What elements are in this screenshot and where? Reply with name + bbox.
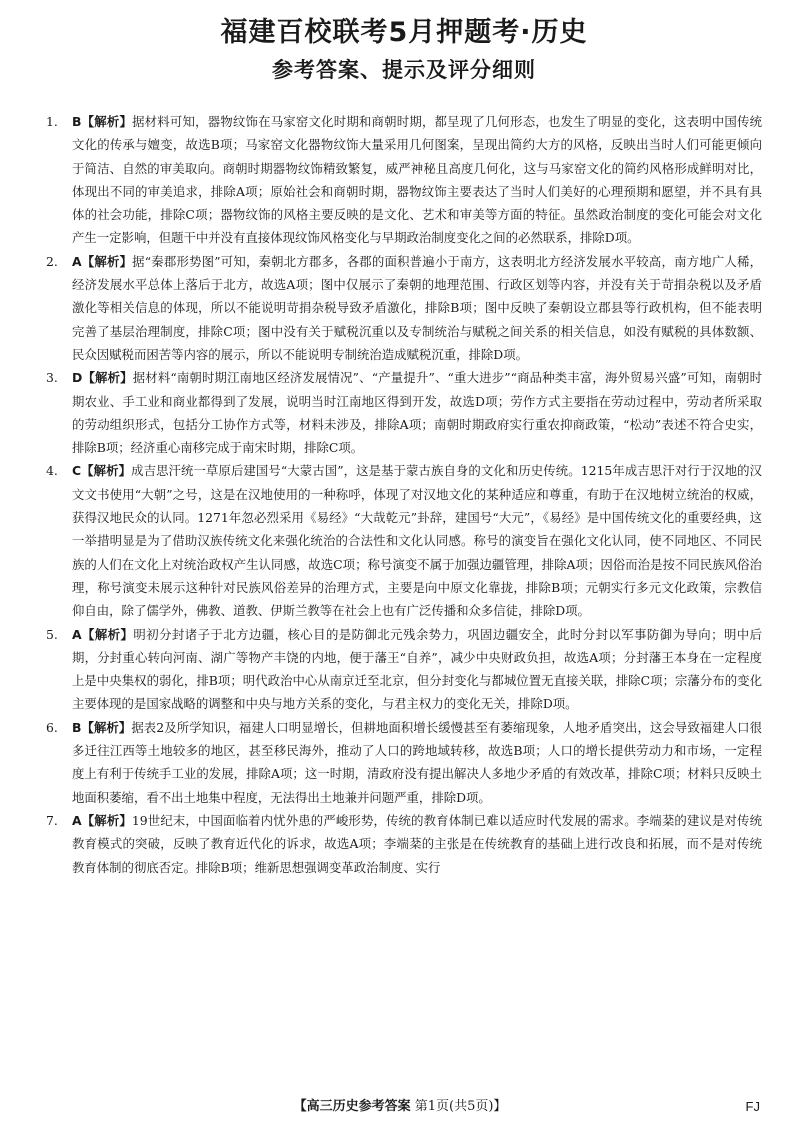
item-tag: 【解析】 <box>81 114 133 129</box>
item-text: 据表2及所学知识，福建人口明显增长，但耕地面积增长缓慢甚至有萎缩现象，人地矛盾突出，这会导致福建人口很多迁往江西等土地较多的地区，甚至移民海外，推动了人口的跨地域转移，故选B项；人口的增长提供劳动力和市场，一定程度上有利于传统手工业的发展，排除A项；这一时期，清政府没有提出解决人多地少矛盾的有效改革，排除C项；材料只反映土地面积萎缩，看不出土地集中程度，无法得出土地兼并问题严重，排除D项。 <box>72 719 762 805</box>
item-answer: B <box>72 719 82 735</box>
answer-item-5 <box>46 623 762 716</box>
footer-page-number: 第1页(共5页)】 <box>414 1099 507 1114</box>
answer-item-2 <box>46 250 762 366</box>
item-text: 成吉思汗统一草原后建国号“大蒙古国”，这是基于蒙古族自身的文化和历史传统。1215年成吉思汗对行于汉地的汉文文书使用“大朝”之号，这是在汉地使用的一种称呼，体现了对汉地文化的某种适应和尊重，有助于在汉地树立统治的权威，获得汉地民众的认同。1271年忽必烈采用《易经》“大哉乾元”卦辞，建国号“大元”，《易经》是中国传统文化的重要经典，这一举措明显是为了借助汉族传统文化来强化统治的合法性和文化认同感。称号的演变旨在强化文化认同，使不同地区、不同民族的人们在文化上对统治政权产生认同感，故选C项；称号演变不属于加强边疆管理，排除A项；因俗而治是按不同民族风俗治理，称号演变未展示这种针对民族风俗差异的治理方式，主要是向中原文化靠拢，排除B项；元朝实行多元文化政策，宗教信仰自由，除了儒学外，佛教、道教、伊斯兰教等在社会上也有广泛传播和众多信徒，排除D项。 <box>72 463 763 619</box>
item-number: 5. <box>46 626 58 642</box>
item-number: 6. <box>46 719 58 735</box>
answer-item-7 <box>46 809 762 879</box>
answer-item-6 <box>46 716 762 809</box>
answer-item-4 <box>46 459 762 622</box>
item-text: 明初分封诸子于北方边疆，核心目的是防御北元残余势力，巩固边疆安全，此时分封以军事防御为导向；明中后期，分封重心转向河南、湖广等物产丰饶的内地，便于藩王“自养”，减少中央财政负担，故选A项；分封藩王本身在一定程度上是中央集权的弱化，排B项；明代政治中心从南京迁至北京，但分封变化与都城位置无直接关联，排除C项；宗藩分布的变化主要体现的是国家战略的调整和中央与地方关系的变化，与君主权力的变化无关，排除D项。 <box>72 626 763 712</box>
item-answer: A <box>72 626 82 642</box>
item-text: 据“秦郡形势图”可知，秦朝北方郡多，各郡的面积普遍小于南方，这表明北方经济发展水平较高，南方地广人稀，经济发展水平总体上落后于北方，故选A项；图中仅展示了秦朝的地理范围、行政区划等内容，并没有关于苛捐杂税以及矛盾激化等相关信息的体现，所以不能说明苛捐杂税导致矛盾激化，排除B项；图中反映了秦朝设立郡县等行政机构，但不能表明完善了基层治理制度，排除C项；图中没有关于赋税沉重以及专制统治与赋税之间关系的相关信息，如没有赋税的具体数额、民众因赋税而困苦等内容的展示，所以不能说明专制统治造成赋税沉重，排除D项。 <box>72 253 763 362</box>
answer-item-1 <box>46 110 762 250</box>
page-subtitle: 参考答案、提示及评分细则 <box>272 58 536 82</box>
item-tag: 【解析】 <box>81 463 132 479</box>
item-tag: 【解析】 <box>81 626 134 642</box>
item-number: 4. <box>46 463 58 479</box>
item-answer: C <box>72 463 82 479</box>
footer-title: 【高三历史参考答案 <box>293 1099 411 1114</box>
item-text: 19世纪末，中国面临着内忧外患的严峻形势，传统的教育体制已难以适应时代发展的需求。李端棻的建议是对传统教育模式的突破，反映了教育近代化的诉求，故选A项；李端棻的主张是在传统教育的基础上进行改良和拓展，而不是对传统教育体制的彻底否定。排除B项；维新思想强调变革政治制度、实行 <box>72 812 762 875</box>
footer-region-code: FJ <box>745 1099 760 1114</box>
item-text: 据材料“南朝时期江南地区经济发展情况”、“产量提升”、“重大进步”“商品种类丰富，海外贸易兴盛”可知，南朝时期农业、手工业和商业都得到了发展，说明当时江南地区得到开发，故选D项；劳作方式主要指在劳动过程中，劳动者所采取的劳动组织形式，包括分工协作方式等，材料未涉及，排除A项；南朝时期政府实行重农抑商政策，“松动”表述不符合史实，排除B项；经济重心南移完成于南宋时期，排除C项。 <box>72 370 762 456</box>
item-answer: A <box>72 812 82 828</box>
item-text: 据材料可知，器物纹饰在马家窑文化时期和商朝时期，都呈现了几何形态，也发生了明显的变化，这表明中国传统文化的传承与嬗变，故选B项；马家窑文化器物纹饰大量采用几何图案，呈现出简约大方的风格，反映出当时人们可能更倾向于简洁、自然的审美取向。商朝时期器物纹饰精致繁复，威严神秘且高度几何化，这与马家窑文化的简约风格形成鲜明对比，体现出不同的审美追求，排除A项；原始社会和商朝时期，器物纹饰主要表达了当时人们美好的心理预期和愿望，并不具有具体的社会功能，排除C项；器物纹饰的风格主要反映的是文化、艺术和审美等方面的特征。虽然政治制度的变化可能会对文化产生一定影响，但题干中并没有直接体现纹饰风格变化与早期政治制度变化之间的必然联系，排除D项。 <box>72 114 763 246</box>
item-number: 1. <box>46 114 58 129</box>
item-tag: 【解析】 <box>81 253 133 269</box>
item-tag: 【解析】 <box>82 370 133 386</box>
item-tag: 【解析】 <box>81 719 132 735</box>
item-answer: B <box>72 114 82 129</box>
item-number: 7. <box>46 812 58 828</box>
item-number: 2. <box>46 253 58 269</box>
item-tag: 【解析】 <box>81 812 132 828</box>
answer-item-3 <box>46 366 762 459</box>
item-answer: D <box>72 370 83 386</box>
page-title: 福建百校联考5月押题考·历史 <box>220 17 588 48</box>
answer-list <box>46 110 762 879</box>
item-answer: A <box>72 253 82 269</box>
page-footer <box>0 1098 800 1116</box>
item-number: 3. <box>46 370 58 386</box>
